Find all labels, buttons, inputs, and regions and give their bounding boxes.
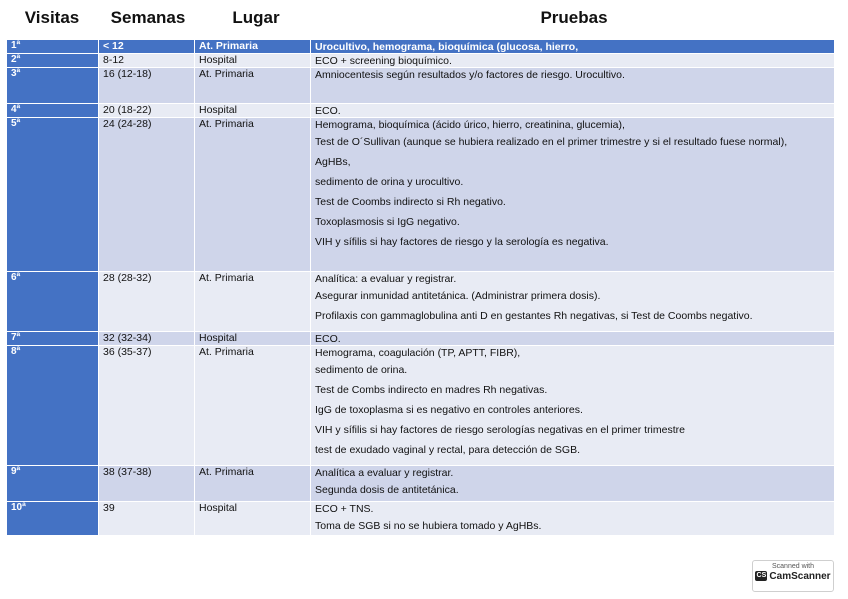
test-line: Asegurar inmunidad antitetánica. (Administrar primera dosis). bbox=[315, 290, 601, 302]
weeks-cell: 39 bbox=[99, 502, 195, 536]
test-line: Segunda dosis de antitetánica. bbox=[315, 484, 459, 496]
place-cell: At. Primaria bbox=[195, 346, 311, 466]
tests-cell bbox=[311, 104, 835, 118]
weeks-cell: 36 (35-37) bbox=[99, 346, 195, 466]
weeks-cell: 8-12 bbox=[99, 54, 195, 68]
visit-number: 4ª bbox=[7, 104, 99, 118]
test-line: Urocultivo, hemograma, bioquímica (glucosa, hierro, bbox=[315, 41, 579, 53]
tests-cell bbox=[311, 332, 835, 346]
header-pruebas: Pruebas bbox=[540, 8, 608, 27]
visit-number: 5ª bbox=[7, 118, 99, 272]
test-line: Analítica a evaluar y registrar. bbox=[315, 467, 454, 479]
place-cell: Hospital bbox=[195, 54, 311, 68]
table-row bbox=[7, 332, 835, 346]
visit-number: 8ª bbox=[7, 346, 99, 466]
test-line: test de exudado vaginal y rectal, para detección de SGB. bbox=[315, 444, 580, 456]
weeks-cell: 32 (32-34) bbox=[99, 332, 195, 346]
test-line: Toma de SGB si no se hubiera tomado y AgHBs. bbox=[315, 520, 542, 532]
visit-number: 1ª bbox=[7, 40, 99, 54]
weeks-cell: 20 (18-22) bbox=[99, 104, 195, 118]
test-line: Test de O´Sullivan (aunque se hubiera realizado en el primer trimestre y si el resultado fuese normal), bbox=[315, 136, 788, 148]
camscanner-watermark bbox=[752, 560, 834, 592]
tests-cell bbox=[311, 54, 835, 68]
test-line: ECO + TNS. bbox=[315, 503, 374, 515]
visit-number: 7ª bbox=[7, 332, 99, 346]
table-row bbox=[7, 68, 835, 104]
test-line: VIH y sífilis si hay factores de riesgo serologías negativas en el primer trimestre bbox=[315, 424, 685, 436]
place-cell: Hospital bbox=[195, 332, 311, 346]
table-row bbox=[7, 54, 835, 68]
test-line: ECO + screening bioquímico. bbox=[315, 55, 452, 67]
weeks-cell: 28 (28-32) bbox=[99, 272, 195, 332]
weeks-cell: 16 (12-18) bbox=[99, 68, 195, 104]
test-line: sedimento de orina y urocultivo. bbox=[315, 176, 464, 188]
header-lugar: Lugar bbox=[232, 8, 280, 27]
camscanner-logo-icon: CS bbox=[756, 572, 767, 580]
test-line: ECO. bbox=[315, 105, 341, 117]
test-line: Hemograma, bioquímica (ácido úrico, hierro, creatinina, glucemia), bbox=[315, 119, 625, 131]
place-cell: Hospital bbox=[195, 104, 311, 118]
test-line: AgHBs, bbox=[315, 156, 351, 168]
test-line: Hemograma, coagulación (TP, APTT, FIBR), bbox=[315, 347, 521, 359]
table-row bbox=[7, 346, 835, 466]
tests-cell bbox=[311, 40, 835, 54]
table-row bbox=[7, 40, 835, 54]
place-cell: Hospital bbox=[195, 502, 311, 536]
test-line: Profilaxis con gammaglobulina anti D en gestantes Rh negativas, si Test de Coombs negativo. bbox=[315, 310, 753, 322]
watermark-brand bbox=[753, 571, 833, 582]
tests-cell bbox=[311, 466, 835, 502]
test-line: Test de Coombs indirecto si Rh negativo. bbox=[315, 196, 506, 208]
tests-cell bbox=[311, 502, 835, 536]
test-line: IgG de toxoplasma si es negativo en controles anteriores. bbox=[315, 404, 583, 416]
table-header bbox=[6, 8, 834, 40]
visit-number: 6ª bbox=[7, 272, 99, 332]
test-line: sedimento de orina. bbox=[315, 364, 408, 376]
test-line: Amniocentesis según resultados y/o factores de riesgo. Urocultivo. bbox=[315, 69, 625, 81]
weeks-cell: 38 (37-38) bbox=[99, 466, 195, 502]
place-cell: At. Primaria bbox=[195, 68, 311, 104]
test-line: Toxoplasmosis si IgG negativo. bbox=[315, 216, 460, 228]
header-visitas: Visitas bbox=[24, 8, 80, 27]
watermark-brand-text: CamScanner bbox=[769, 571, 831, 582]
tests-cell bbox=[311, 118, 835, 272]
tests-cell bbox=[311, 272, 835, 332]
place-cell: At. Primaria bbox=[195, 40, 311, 54]
weeks-cell: < 12 bbox=[99, 40, 195, 54]
visit-number: 2ª bbox=[7, 54, 99, 68]
weeks-cell: 24 (24-28) bbox=[99, 118, 195, 272]
test-line: ECO. bbox=[315, 333, 341, 345]
test-line: Analítica: a evaluar y registrar. bbox=[315, 273, 457, 285]
table-row bbox=[7, 272, 835, 332]
tests-cell bbox=[311, 346, 835, 466]
table-row bbox=[7, 502, 835, 536]
table-row bbox=[7, 118, 835, 272]
table-row bbox=[7, 104, 835, 118]
visits-table bbox=[6, 39, 835, 536]
place-cell: At. Primaria bbox=[195, 272, 311, 332]
place-cell: At. Primaria bbox=[195, 118, 311, 272]
visit-number: 10ª bbox=[7, 502, 99, 536]
visit-number: 3ª bbox=[7, 68, 99, 104]
watermark-caption: Scanned with bbox=[771, 563, 815, 570]
header-semanas: Semanas bbox=[110, 8, 186, 27]
test-line: Test de Combs indirecto en madres Rh negativas. bbox=[315, 384, 548, 396]
visit-number: 9ª bbox=[7, 466, 99, 502]
tests-cell bbox=[311, 68, 835, 104]
test-line: VIH y sífilis si hay factores de riesgo y la serología es negativa. bbox=[315, 236, 609, 248]
table-row bbox=[7, 466, 835, 502]
place-cell: At. Primaria bbox=[195, 466, 311, 502]
